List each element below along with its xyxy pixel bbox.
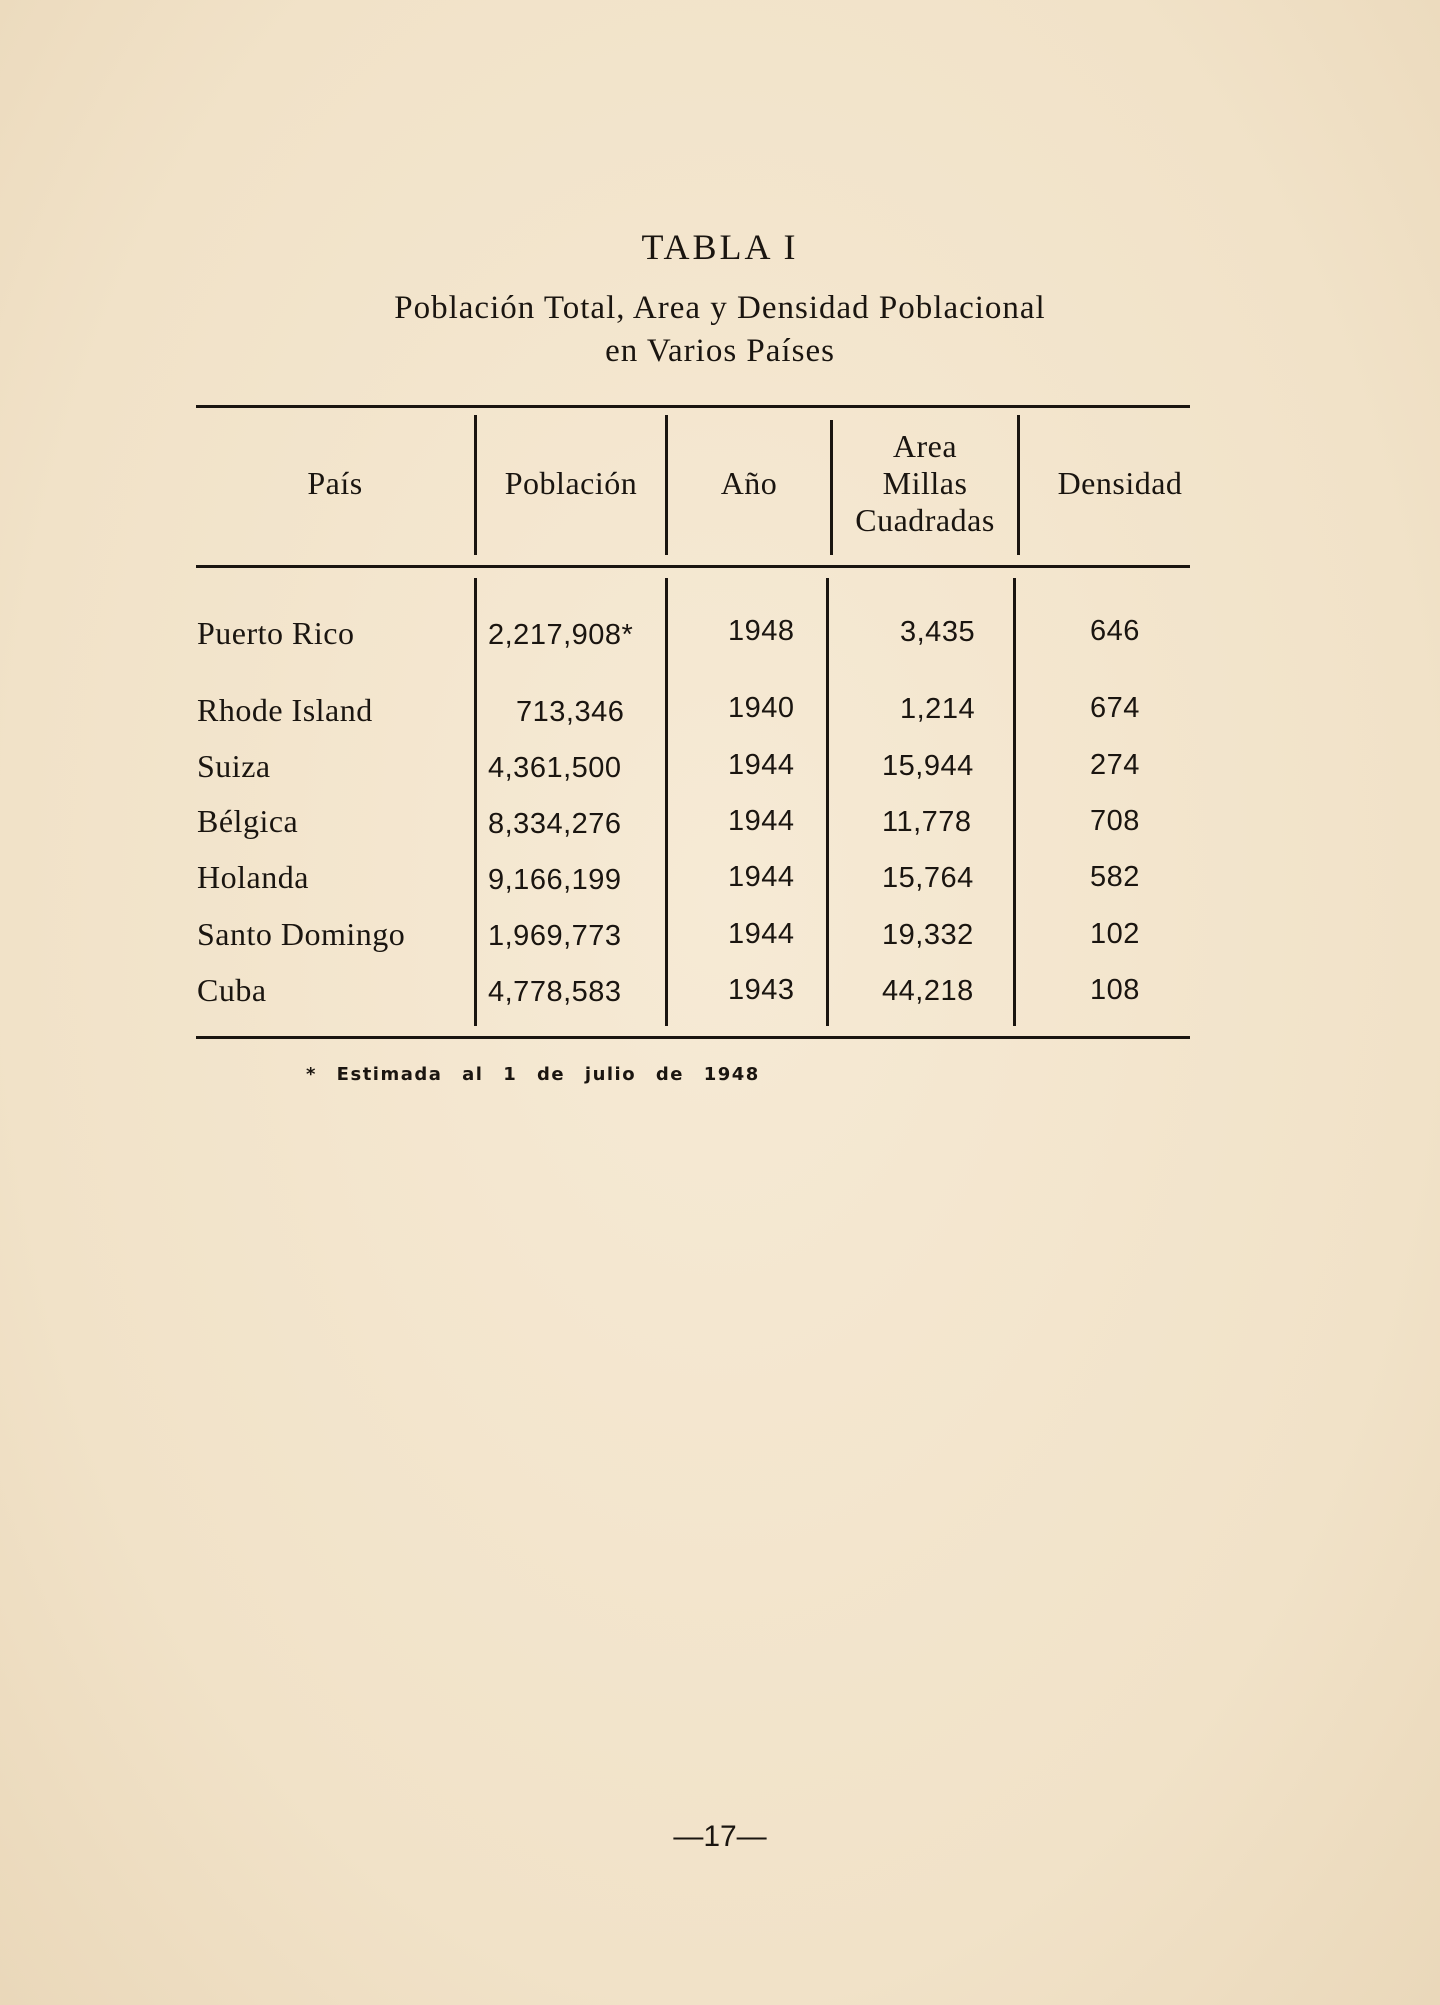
cell-year: 1944 [728, 918, 795, 950]
cell-population: 8,334,276 [488, 808, 622, 840]
table-subtitle-line2: en Varios Países [605, 333, 835, 369]
body-divider-1 [474, 578, 477, 1026]
header-year: Año [720, 465, 778, 501]
table-footnote: * Estimada al 1 de julio de 1948 [306, 1064, 760, 1085]
cell-year: 1944 [728, 749, 795, 781]
header-bottom-rule [196, 565, 1190, 568]
cell-density: 582 [1090, 861, 1140, 893]
cell-area: 11,778 [882, 806, 972, 838]
cell-population: 4,361,500 [488, 752, 622, 784]
cell-country: Puerto Rico [197, 615, 355, 651]
cell-density: 274 [1090, 749, 1140, 781]
header-area-line3: Cuadradas [855, 502, 995, 538]
cell-country: Cuba [197, 972, 267, 1008]
cell-year: 1940 [728, 692, 795, 724]
cell-population: 2,217,908* [488, 619, 634, 651]
cell-area: 19,332 [882, 919, 974, 951]
cell-population: 4,778,583 [488, 976, 622, 1008]
header-population: Población [504, 465, 638, 501]
cell-density: 646 [1090, 615, 1140, 647]
table-subtitle-line1: Población Total, Area y Densidad Poblacional [394, 290, 1046, 326]
body-divider-4 [1013, 578, 1016, 1026]
header-area [833, 428, 1017, 539]
cell-density: 708 [1090, 805, 1140, 837]
cell-density: 674 [1090, 692, 1140, 724]
header-country: País [307, 465, 363, 501]
table-title: TABLA I [641, 227, 799, 267]
page-number: —17— [673, 1820, 767, 1853]
cell-area: 44,218 [882, 975, 974, 1007]
cell-country: Holanda [197, 859, 309, 895]
cell-year: 1943 [728, 974, 795, 1006]
body-divider-3 [826, 578, 829, 1026]
cell-year: 1948 [728, 615, 795, 647]
cell-country: Santo Domingo [197, 916, 406, 952]
cell-country: Rhode Island [197, 692, 373, 728]
cell-population: 1,969,773 [488, 920, 622, 952]
cell-density: 102 [1090, 918, 1140, 950]
cell-population: 9,166,199 [488, 864, 622, 896]
header-area-line1: Area [892, 428, 958, 464]
table-bottom-rule [196, 1036, 1190, 1039]
cell-area: 15,764 [882, 862, 974, 894]
cell-country: Bélgica [197, 803, 299, 839]
cell-area: 3,435 [900, 616, 976, 648]
table-top-rule [196, 405, 1190, 408]
cell-population: 713,346 [516, 696, 625, 728]
cell-density: 108 [1090, 974, 1140, 1006]
cell-year: 1944 [728, 805, 795, 837]
header-area-line2: Millas [882, 465, 968, 501]
cell-area: 1,214 [900, 693, 976, 725]
cell-area: 15,944 [882, 750, 974, 782]
cell-country: Suiza [197, 748, 271, 784]
body-divider-2 [665, 578, 668, 1026]
cell-year: 1944 [728, 861, 795, 893]
header-density: Densidad [1057, 465, 1183, 501]
